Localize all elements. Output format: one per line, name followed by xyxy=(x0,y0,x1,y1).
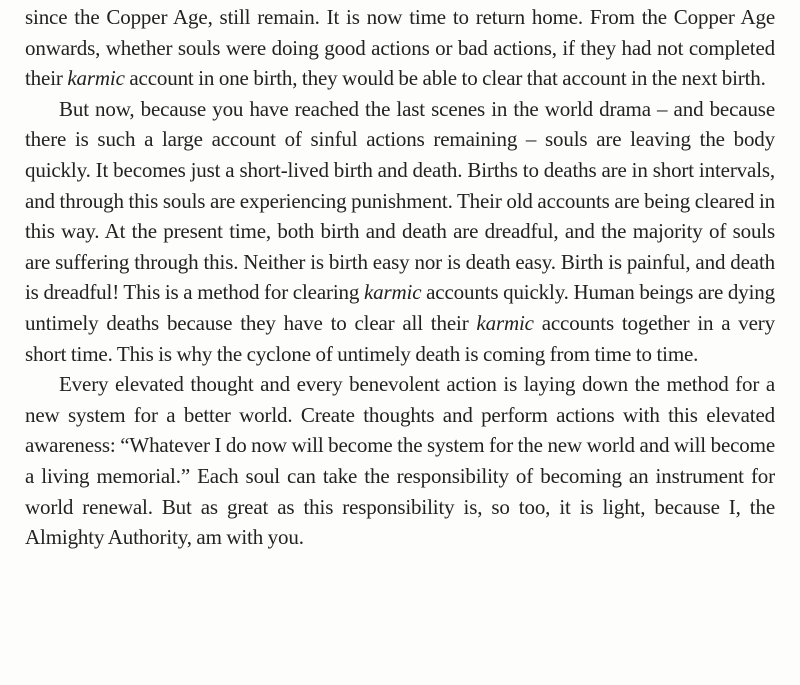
paragraph-2-italic-term-2: karmic xyxy=(476,310,534,335)
paragraph-2 xyxy=(25,94,775,369)
paragraph-2-text-3: accounts together in a very short time. This is why the cyclone of untimely death is coming from time to time. xyxy=(25,310,775,366)
paragraph-1-text-1: since the Copper Age, still remain. It is now time to return home. From the Copper Age onwards, whether souls were doing good actions or bad actions, if they had not completed their xyxy=(25,5,775,91)
paragraph-2-text-2: accounts quickly. Human beings are dying untimely deaths because they have to clear all their xyxy=(25,280,775,335)
paragraph-3 xyxy=(25,369,775,553)
paragraph-1-text-2: account in one birth, they would be able to clear that account in the next birth. xyxy=(124,66,766,91)
paragraph-1-italic-term: karmic xyxy=(67,66,125,91)
paragraph-3-text-1: Every elevated thought and every benevolent action is laying down the method for a new system for a better world. Create thoughts and perform actions with this elevated awareness: “Whatever I do now will become the system for the new world and will become a living memorial.” Each soul can take the responsibility of becoming an instrument for world renewal. But as great as this responsibility is, so too, it is light, because I, the Almighty Authority, am with you. xyxy=(25,372,775,550)
paragraph-2-italic-term-1: karmic xyxy=(363,280,422,305)
paragraph-2-text-1: But now, because you have reached the last scenes in the world drama – and because there is such a large account of sinful actions remaining – souls are leaving the body quickly. It becomes just a short-lived birth and death. Births to deaths are in short intervals, and through this souls are experiencing punishment. Their old accounts are being cleared in this way. At the present time, both birth and death are dreadful, and the majority of souls are suffering through this. Neither is birth easy nor is death easy. Birth is painful, and death is dreadful! This is a method for clearing xyxy=(25,96,775,305)
paragraph-1 xyxy=(25,2,775,94)
